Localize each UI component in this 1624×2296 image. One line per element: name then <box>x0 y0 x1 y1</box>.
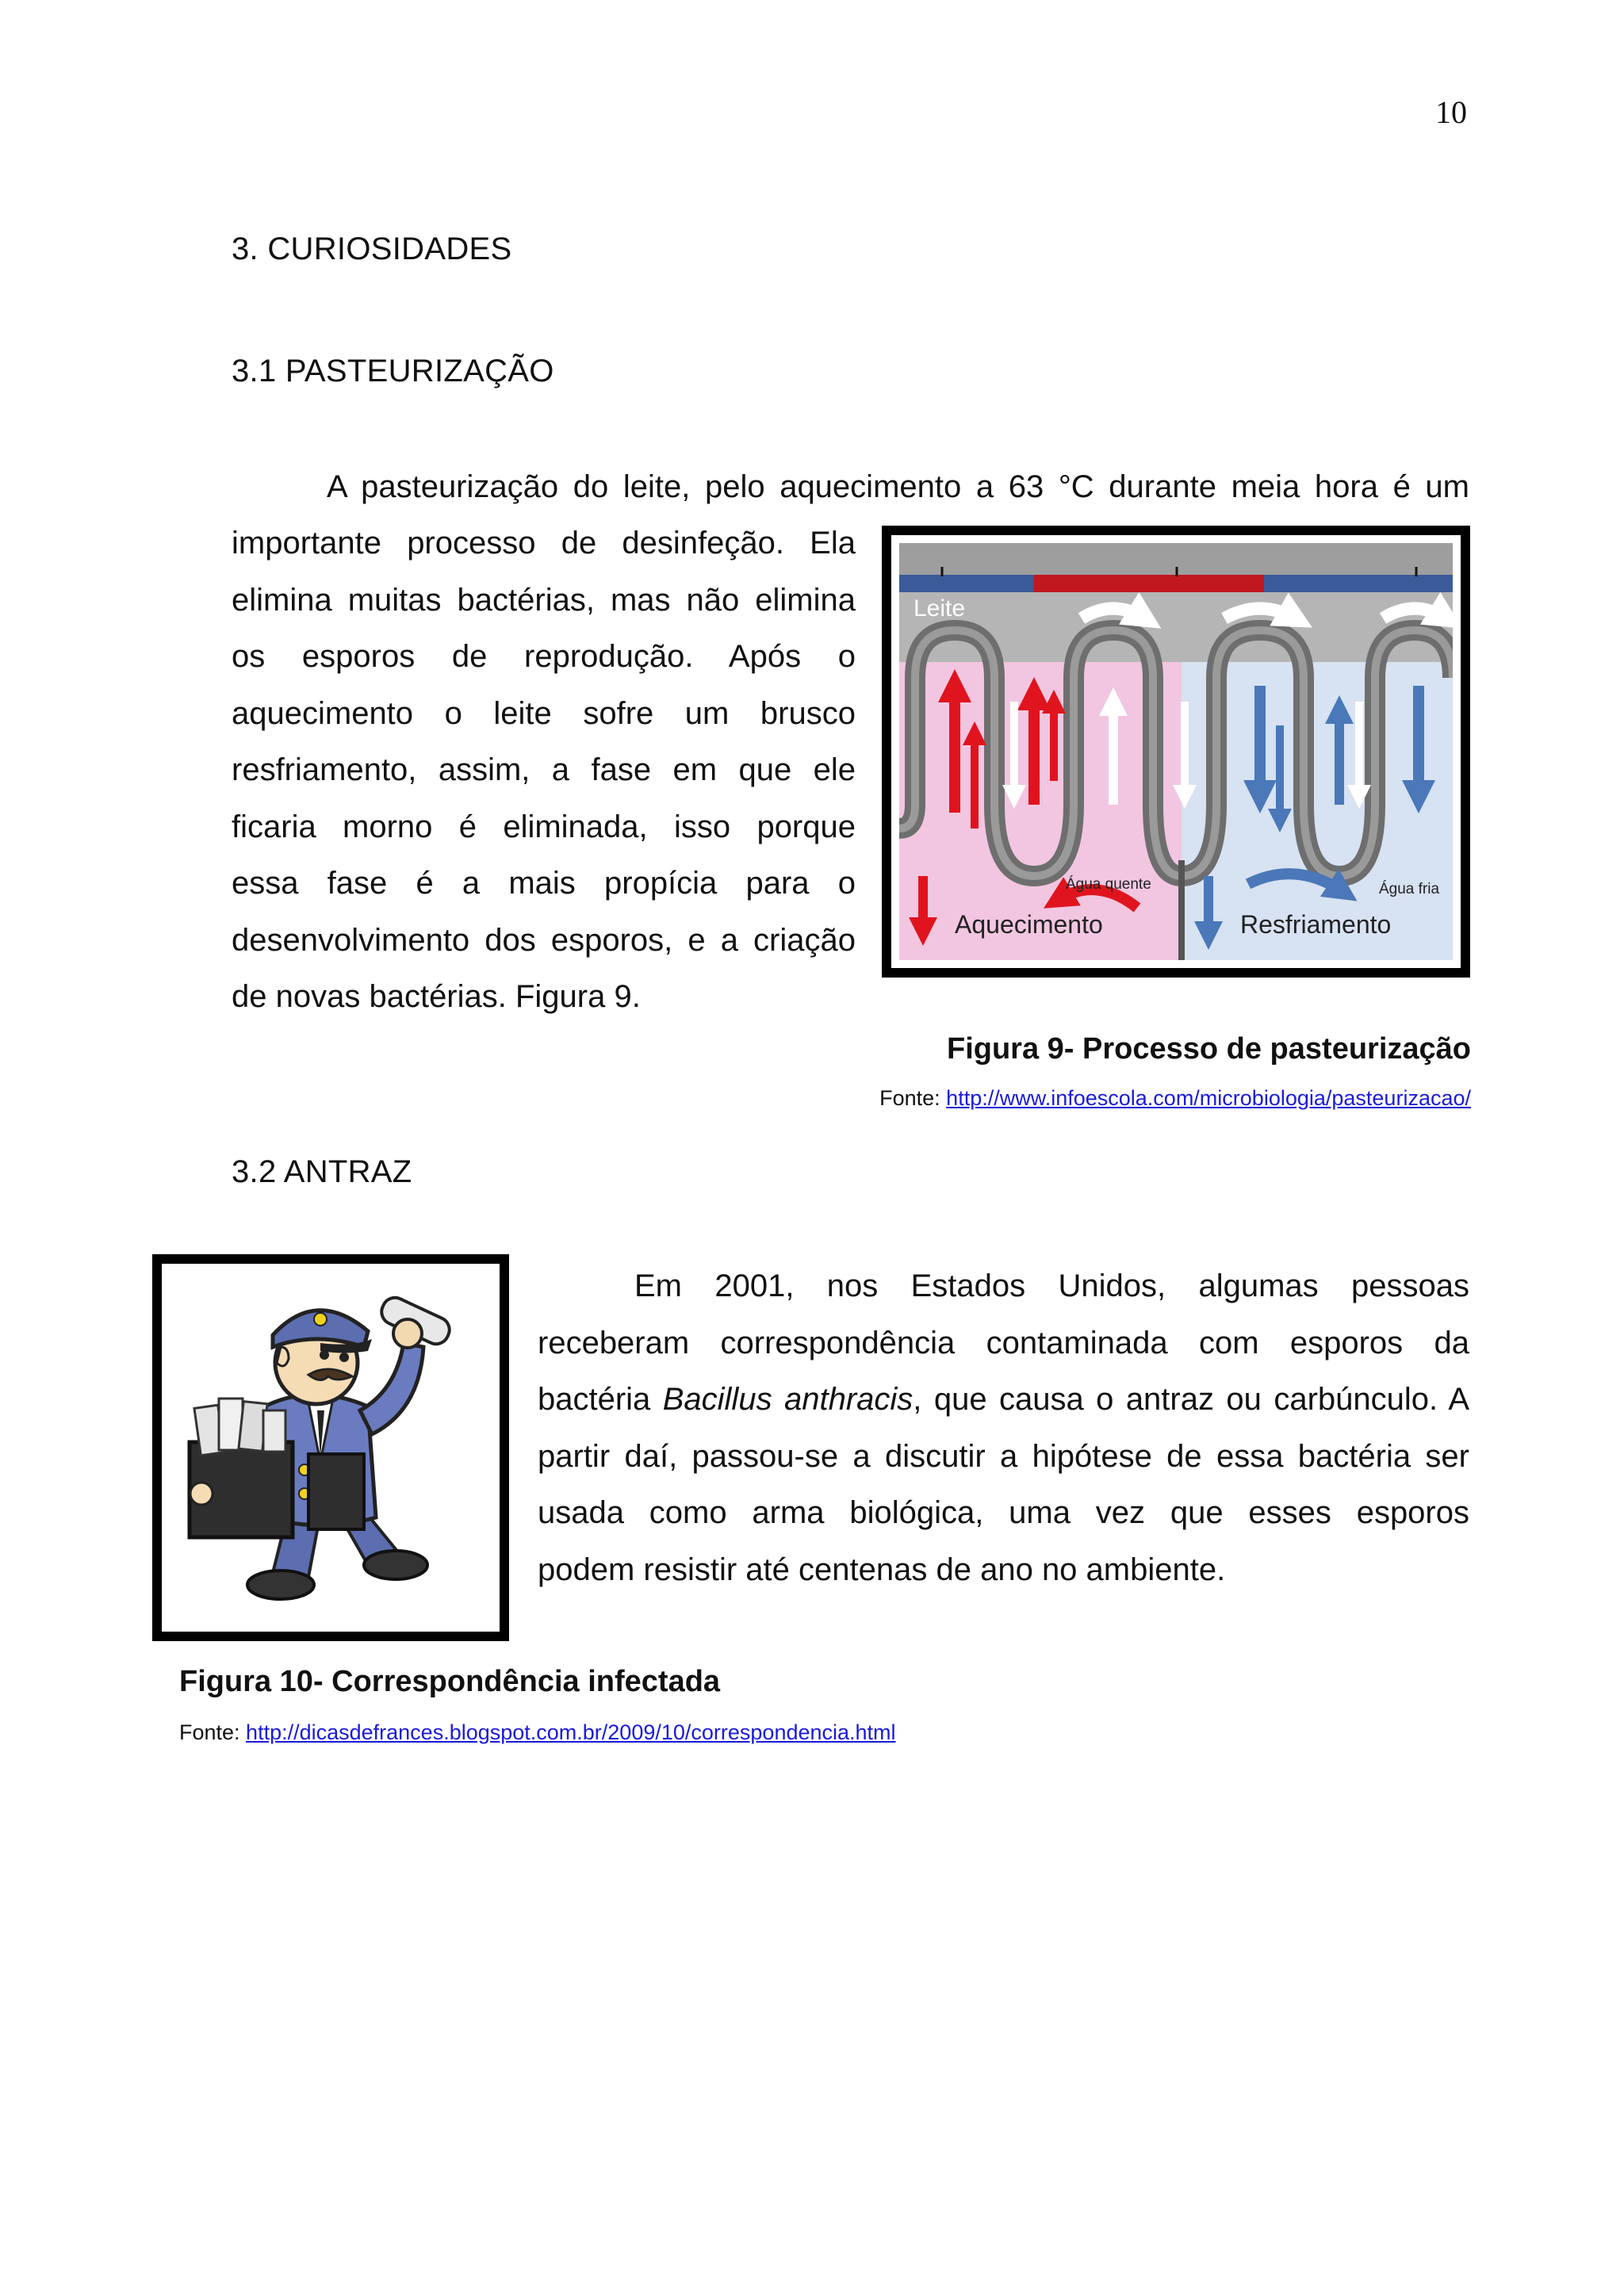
figure-9-frame <box>882 526 1470 978</box>
paragraph-line: elimina muitas bactérias, mas não elimina <box>232 582 856 618</box>
text-fragment: , que causa o antraz ou carbúnculo. A <box>913 1382 1470 1417</box>
paragraph-line: ficaria morno é eliminada, isso porque <box>232 809 856 844</box>
figure-9-source <box>879 1086 1471 1111</box>
figure-10-source-link[interactable]: http://dicasdefrances.blogspot.com.br/2009/10/correspondencia.html <box>246 1720 896 1744</box>
paragraph-line: partir daí, passou-se a discutir a hipótese de essa bactéria ser <box>538 1438 1469 1474</box>
paragraph-line: usada como arma biológica, uma vez que esses esporos <box>538 1495 1469 1530</box>
label-agua-fria: Água fria <box>1379 881 1440 897</box>
paragraph-line: A pasteurização do leite, pelo aquecimento a 63 °C durante meia hora é um <box>327 469 1469 504</box>
label-leite: Leite <box>914 595 966 622</box>
figure-9-source-link[interactable]: http://www.infoescola.com/microbiologia/pasteurizacao/ <box>946 1086 1471 1110</box>
label-agua-quente: Água quente <box>1066 876 1151 893</box>
label-resfriamento: Resfriamento <box>1240 910 1392 939</box>
section-title: 3. CURIOSIDADES <box>232 232 512 266</box>
paragraph-line-species <box>538 1372 1469 1429</box>
paragraph-antraz <box>538 1258 1469 1598</box>
page-number: 10 <box>1435 94 1467 130</box>
figure-10-source <box>179 1720 896 1745</box>
paragraph-line: receberam correspondência contaminada com esporos da <box>538 1325 1469 1360</box>
section-divider <box>1178 860 1185 960</box>
label-aquecimento: Aquecimento <box>955 910 1103 939</box>
paragraph-pasteurizacao-intro <box>232 459 1469 516</box>
shoe-left <box>247 1571 314 1599</box>
paragraph-line: Em 2001, nos Estados Unidos, algumas pessoas <box>634 1269 1469 1303</box>
source-prefix: Fonte: <box>179 1720 247 1744</box>
paragraph-line: desenvolvimento dos esporos, e a criação <box>232 922 856 958</box>
postman-illustration <box>170 1272 492 1624</box>
paragraph-line: importante processo de desinfeção. Ela <box>232 526 856 561</box>
top-pipe-hot <box>1034 575 1264 592</box>
paragraph-line: de novas bactérias. Figura 9. <box>232 979 641 1014</box>
figure-10-caption: Figura 10- Correspondência infectada <box>179 1665 721 1698</box>
source-prefix: Fonte: <box>879 1086 947 1110</box>
figure-9-caption: Figura 9- Processo de pasteurização <box>946 1032 1471 1066</box>
subsection-title-antraz: 3.2 ANTRAZ <box>232 1154 412 1189</box>
paragraph-line: aquecimento o leite sofre um brusco <box>232 695 856 731</box>
text-fragment: bactéria <box>538 1382 663 1417</box>
species-name: Bacillus anthracis <box>662 1382 914 1417</box>
paragraph-line: os esporos de reprodução. Após o <box>232 639 856 674</box>
pasteurization-diagram <box>899 543 1453 960</box>
paragraph-line: resfriamento, assim, a fase em que ele <box>232 752 856 787</box>
subsection-title-pasteurizacao: 3.1 PASTEURIZAÇÃO <box>232 354 554 388</box>
paragraph-line: essa fase é a mais propícia para o <box>232 866 856 901</box>
paragraph-pasteurizacao-body <box>232 515 856 1026</box>
figure-10-frame <box>152 1254 509 1641</box>
shoe-right <box>364 1551 427 1579</box>
paragraph-line: podem resistir até centenas de ano no ambiente. <box>538 1552 1226 1587</box>
